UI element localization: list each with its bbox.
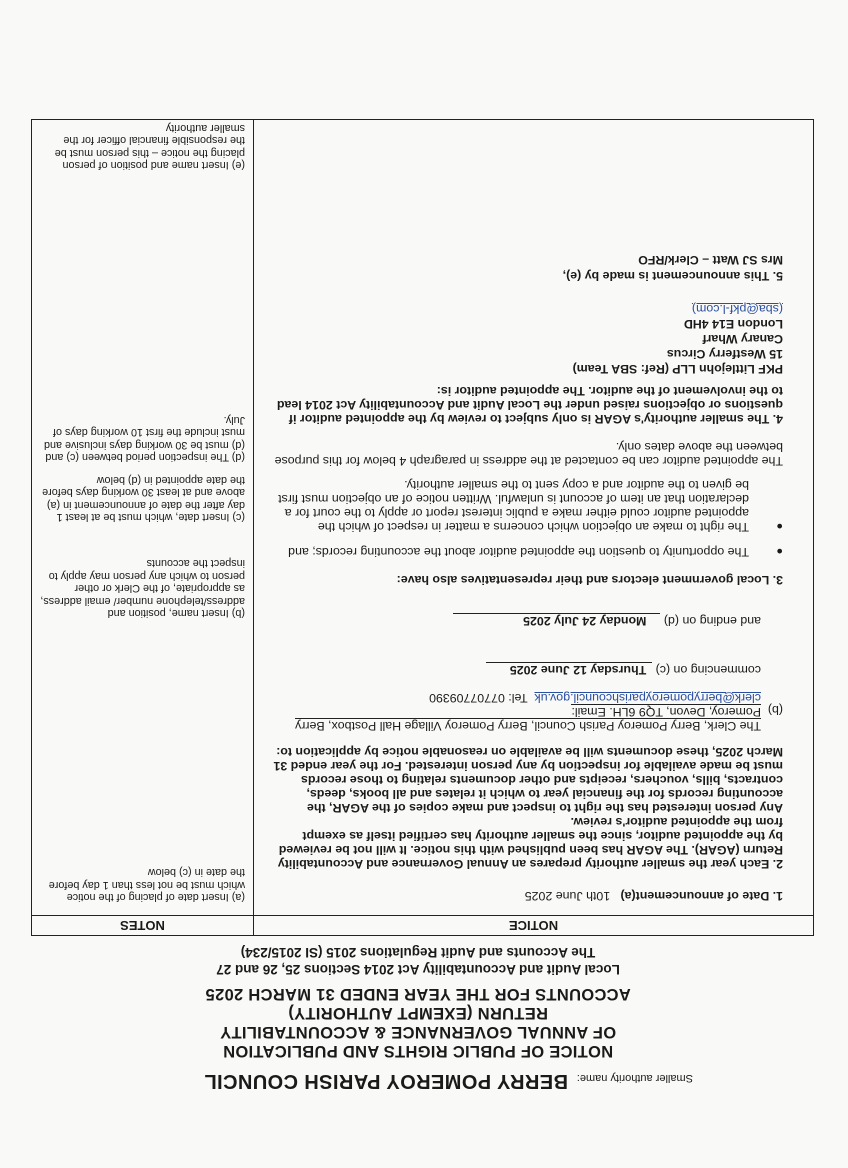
notes-column <box>32 120 254 916</box>
section-2: 2. Each year the smaller authority prepares an Annual Governance and Accountability Return (AGAR). The AGAR has been published with this notice. It will not be reviewed by the appointed auditor, since the smaller authority has certified itself as exempt from the appointed auditor's review. <box>277 815 783 871</box>
legislation-reference <box>138 944 698 978</box>
inspection-end: and ending on (d) Monday 24 July 2025 <box>272 613 761 628</box>
clerk-telephone: Tel: 07707709390 <box>429 691 528 705</box>
notice-table <box>31 119 814 936</box>
auditor-address: PKF Littlejohn LLP (Ref: SBA Team) 15 Westferry Circus Canary Wharf London E14 4HD (sba@pkf-l.com) <box>572 302 783 376</box>
inspection-start: commencing on (c) Thursday 12 June 2025 <box>272 662 761 677</box>
subtitle-line: Local Audit and Accountability Act 2014 Sections 25, 26 and 27 <box>216 962 620 977</box>
list-item: ● The right to make an objection which concerns a matter in respect of which the appointed auditor could either make a public interest report or apply to the court for a declaration that an item of account is unlawful. Written notice of an objection must first be given to the auditor and a copy sent to the smaller authority. <box>278 478 783 534</box>
title-line: OF ANNUAL GOVERNANCE & ACCOUNTABILITY <box>219 1023 617 1041</box>
announcer-name: Mrs SJ Watt – Clerk/RFO <box>638 253 783 267</box>
inspection-end-date: Monday 24 July 2025 <box>523 614 647 628</box>
list-item: ● The opportunity to question the appointed auditor about the accounting records; and <box>288 545 783 559</box>
authority-name-line <box>33 1069 693 1092</box>
section-4: 4. The smaller authority's AGAR is only subject to review by the appointed auditor if questions or objections raised under the Local Audit and Accountability Act 2014 lead to the involvement of the auditor. The appointed auditor is: <box>276 384 783 426</box>
title-line: RETURN (EXEMPT AUTHORITY) <box>288 1004 548 1022</box>
auditor-contact-note: The appointed auditor can be contacted at the address in paragraph 4 below for this purpose between the above dates only. <box>274 440 783 468</box>
auditor-email-link[interactable]: (sba@pkf-l.com) <box>691 302 783 316</box>
note-b: (b) Insert name, position and address/telephone number/ email address, as appropriate, of the Clerk or other person to which any person may apply to inspect the accounts <box>40 557 245 619</box>
note-a: (a) Insert date of placing of the notice which must be not less than 1 day before the date in (c) below <box>48 866 245 903</box>
note-c: (c) Insert date, which must be at least 1 day after the date of announcement in (a) above and at least 30 working days before the date appointed in (d) below <box>42 473 245 523</box>
section-5: 5. This announcement is made by (e), <box>562 269 783 283</box>
clerk-email-link[interactable]: clerk@berrypomeroyparishcouncil.gov.uk <box>534 691 761 705</box>
contact-block <box>272 691 783 733</box>
section-1: 1. Date of announcement(a) 10th June 2025 <box>524 889 783 903</box>
announcement-date: 10th June 2025 <box>524 889 611 903</box>
authority-name: BERRY POMEROY PARISH COUNCIL <box>204 1070 568 1092</box>
section-3: 3. Local government electors and their representatives also have: <box>396 573 783 587</box>
authority-name-label: Smaller authority name: <box>576 1072 693 1084</box>
title-line: NOTICE OF PUBLIC RIGHTS AND PUBLICATION <box>222 1042 614 1060</box>
inspection-start-date: Thursday 12 June 2025 <box>509 663 647 677</box>
note-d: (d) The inspection period between (c) and (d) must be 30 working days inclusive and must include the first 10 working days of July. <box>43 413 245 463</box>
subtitle-line: The Accounts and Audit Regulations 2015 (SI 2015/234) <box>240 945 596 960</box>
section-2-rights: Any person interested has the right to inspect and make copies of the AGAR, the accounting records for the financial year to which it relates and all books, deeds, contracts, bills, vouchers, receipts and other documents relating to those records must be made available for inspection by any person interested. For the year ended 31 March 2025, these documents will be available on reasonable notice by application to: <box>273 745 783 815</box>
clerk-contact: The Clerk, Berry Pomeroy Parish Council, Berry Pomeroy Village Hall Postbox, Berry Pomeroy, Devon, TQ9 6LH. Email: <box>295 705 761 733</box>
note-marker-b: (b) <box>767 703 783 717</box>
notice-title <box>138 984 698 1060</box>
notes-column-header: NOTES <box>32 916 254 936</box>
notice-column-header: NOTICE <box>254 916 814 936</box>
note-e: (e) Insert name and position of person placing the notice – this person must be the responsible financial officer for the smaller authority <box>54 121 245 171</box>
title-line: ACCOUNTS FOR THE YEAR ENDED 31 MARCH 2025 <box>205 985 631 1003</box>
notice-column <box>254 120 814 916</box>
